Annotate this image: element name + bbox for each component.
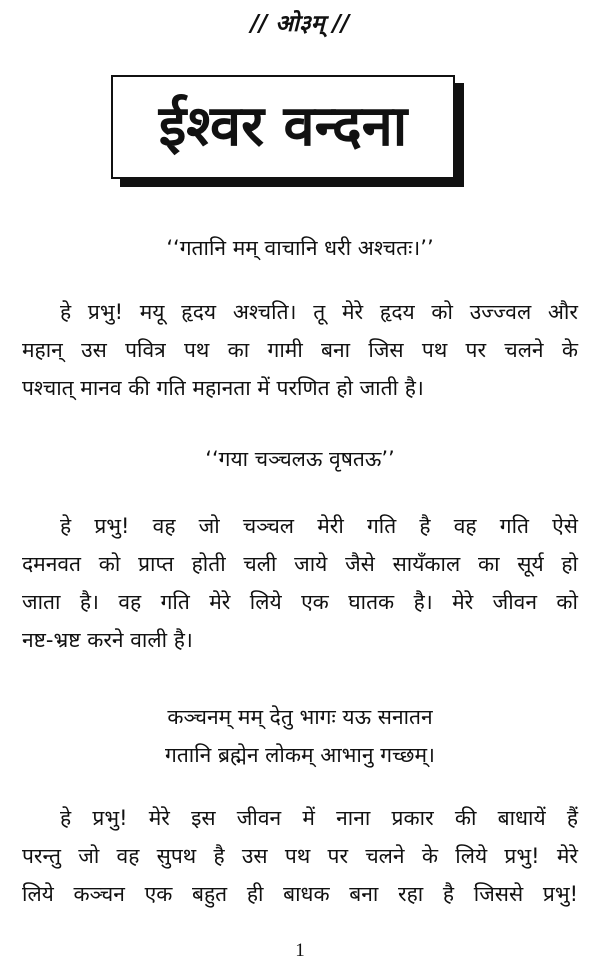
verse-line: ‘‘गया चञ्चलऊ वृषतऊ’’ bbox=[205, 447, 395, 471]
verse-2 bbox=[0, 440, 600, 478]
paragraph-line: परन्तु जो वह सुपथ है उस पथ पर चलने के लिये प्रभु! मेरे bbox=[22, 844, 578, 868]
paragraph-3 bbox=[22, 799, 578, 913]
paragraph-line: हे प्रभु! वह जो चञ्चल मेरी गति है वह गति ऐसे bbox=[60, 514, 578, 538]
page-number: 1 bbox=[295, 940, 305, 961]
paragraph-line: पश्चात् मानव की गति महानता में परणित हो जाती है। bbox=[22, 376, 424, 400]
paragraph-line: हे प्रभु! मेरे इस जीवन में नाना प्रकार की बाधायें हैं bbox=[60, 806, 578, 830]
paragraph-line: महान् उस पवित्र पथ का गामी बना जिस पथ पर चलने के bbox=[22, 338, 578, 362]
paragraph-line: नष्ट-भ्रष्ट करने वाली है। bbox=[22, 628, 193, 652]
page-title: ईश्वर वन्दना bbox=[158, 94, 408, 160]
om-header: // ओ३म् // bbox=[250, 11, 350, 37]
verse-3 bbox=[0, 698, 600, 774]
verse-1 bbox=[0, 229, 600, 267]
verse-line: कञ्चनम् मम् देतु भागः यऊ सनातन bbox=[167, 705, 433, 729]
paragraph-1 bbox=[22, 293, 578, 407]
paragraph-line: लिये कञ्चन एक बहुत ही बाधक बना रहा है जिससे प्रभु! bbox=[22, 882, 578, 906]
verse-line: ‘‘गतानि मम् वाचानि धरी अश्चतः।’’ bbox=[166, 236, 434, 260]
title-box bbox=[111, 75, 455, 179]
paragraph-line: दमनवत को प्राप्त होती चली जाये जैसे सायँकाल का सूर्य हो bbox=[22, 552, 578, 576]
paragraph-line: जाता है। वह गति मेरे लिये एक घातक है। मेरे जीवन को bbox=[22, 590, 578, 614]
verse-line: गतानि ब्रह्मेन लोकम् आभानु गच्छम्। bbox=[165, 743, 435, 767]
paragraph-2 bbox=[22, 507, 578, 659]
paragraph-line: हे प्रभु! मयू हृदय अश्चति। तू मेरे हृदय को उज्ज्वल और bbox=[60, 300, 578, 324]
